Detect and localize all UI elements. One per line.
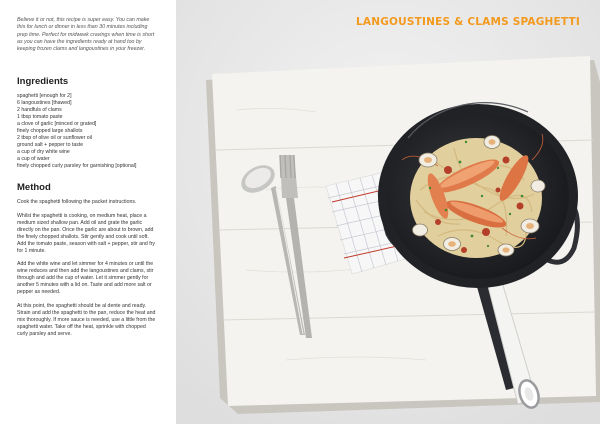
ingredient-item: 6 langoustines [thawed] (17, 100, 72, 107)
ingredients-heading: Ingredients (17, 76, 69, 88)
ingredient-item: 2 tbsp of olive oil or sunflower oil (17, 134, 92, 141)
food-photo-illustration (176, 0, 600, 424)
pan (378, 103, 578, 288)
method-step: At this point, the spaghetti should be al dente and ready. Strain and add the spaghetti to the pan, reduce the heat and mix thoroughly. If more sauce is needed, use a little from the spaghetti water. Take off the heat, sprinkle with chopped curly parsley and serve. (17, 302, 156, 337)
method-step: Whilst the spaghetti is cooking, on medium heat, place a medium sized shallow pan. Add oil and grate the garlic directly on the pan. Once the garlic are about to brown, add the finely chopped shallots. Stir gently and cook until soft. Add the tomato paste, season with salt + pepper, stir and fry for 1 minute. (17, 212, 155, 255)
food-photo (176, 0, 600, 424)
ingredient-item: 2 handfuls of clams (17, 107, 62, 114)
ingredient-item: a clove of garlic [minced or grated] (17, 121, 97, 128)
ingredients-list (17, 93, 176, 169)
ingredient-item: spaghetti [enough for 2] (17, 93, 72, 100)
ingredient-item: a cup of dry white wine (17, 148, 70, 155)
recipe-intro: Believe it or not, this recipe is super easy. You can make this for lunch or dinner in less than 30 minutes including prep time. Perfect for midweek cravings when time is short as you can have the ingredients ready at hand too by keeping frozen clams and langoustines in your freezer. (17, 17, 155, 53)
ingredient-item: finely chopped large shallots (17, 128, 83, 135)
method-heading: Method (17, 182, 51, 194)
recipe-text-column (0, 0, 176, 424)
ingredient-item: a cup of water (17, 155, 50, 162)
recipe-title: LANGOUSTINES & CLAMS SPAGHETTI (356, 16, 580, 28)
ingredient-item: finely chopped curly parsley for garnishing [optional] (17, 162, 137, 169)
ingredient-item: ground salt + pepper to taste (17, 141, 84, 148)
method-step: Add the white wine and let simmer for 4 minutes or until the wine reduces and then add the langoustines and clams, stir through and add the cup of water. Let it simmer gently for another 5 minutes with a lid on. Taste and add more salt or pepper as needed. (17, 261, 154, 296)
ingredient-item: 1 tbsp tomato paste (17, 114, 63, 121)
method-step: Cook the spaghetti following the packet instructions. (17, 199, 137, 206)
